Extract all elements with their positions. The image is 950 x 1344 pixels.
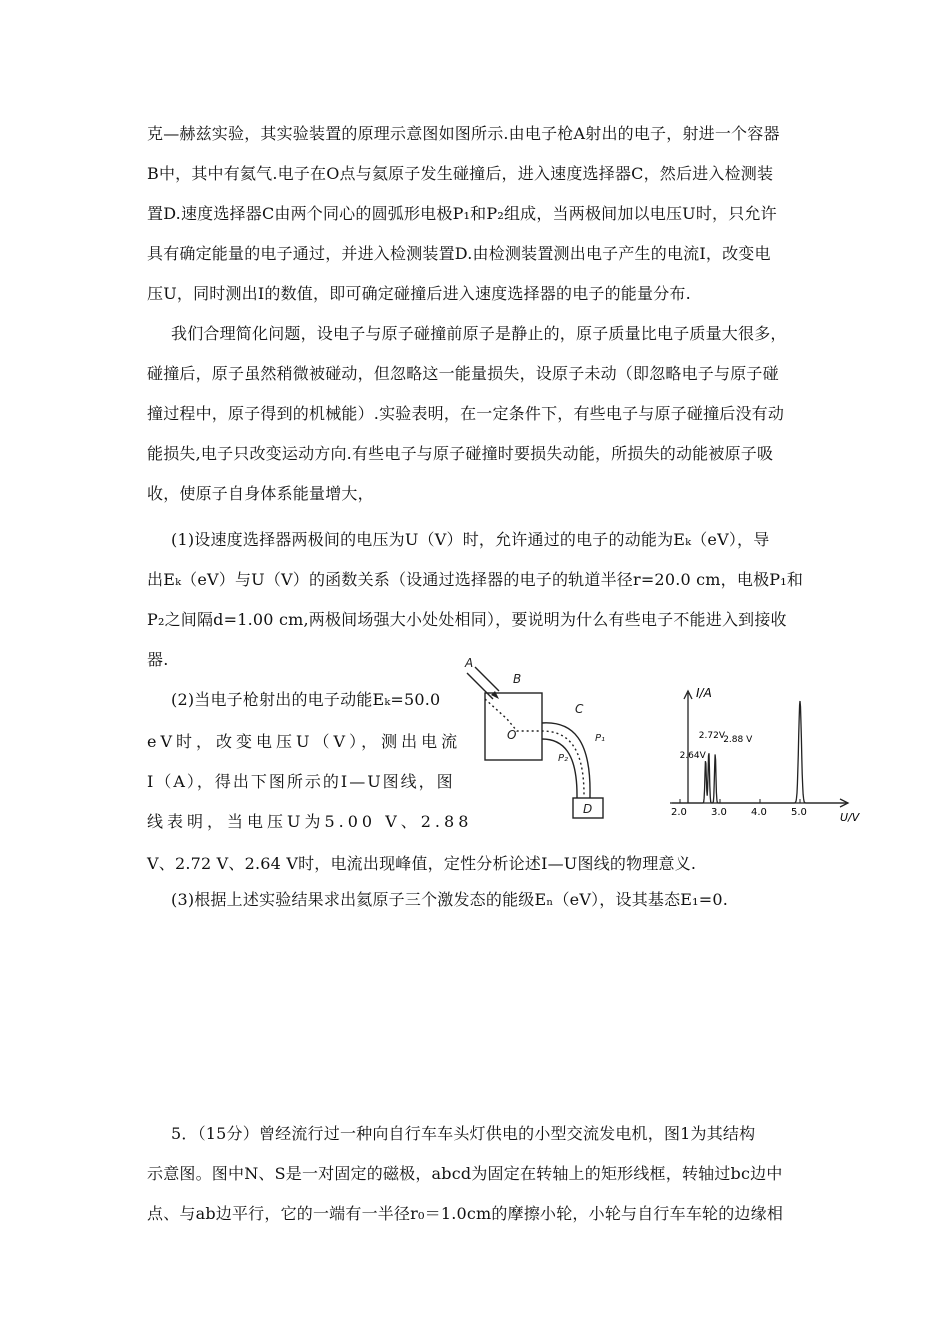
electron-path — [485, 699, 584, 795]
iu-chart — [660, 683, 865, 823]
p1-line-2: B中，其中有氦气.电子在O点与氦原子发生碰撞后，进入速度选择器C，然后进入检测装 — [147, 164, 774, 183]
electron-gun-line-2 — [475, 667, 499, 691]
p1-line-5: 压U，同时测出I的数值，即可确定碰撞后进入速度选择器的电子的能量分布. — [147, 284, 691, 303]
electron-gun-line-1 — [467, 673, 493, 699]
label-p1: P₁ — [595, 733, 606, 744]
label-p2: P₂ — [558, 753, 569, 764]
peak-label: 2.72V — [698, 731, 726, 741]
label-o: O — [507, 728, 517, 742]
x-tick-label: 5.0 — [791, 807, 807, 818]
x-axis-label: U/V — [840, 811, 860, 823]
q1-line-4: 器. — [147, 650, 169, 669]
apparatus-diagram — [455, 655, 640, 850]
p2-line-1: 我们合理简化问题，设电子与原子碰撞前原子是静止的，原子质量比电子质量大很多， — [171, 324, 787, 343]
x-tick-label: 4.0 — [751, 807, 767, 818]
container-b — [485, 693, 542, 760]
p1-line-3: 置D.速度选择器C由两个同心的圆弧形电极P₁和P₂组成，当两极间加以电压U时，只允许 — [147, 204, 777, 223]
y-axis-label: I/A — [696, 686, 712, 700]
q2-line-3: I（A），得出下图所示的I—U图线，图 — [147, 772, 455, 791]
q1-line-1: (1)设速度选择器两极间的电压为U（V）时，允许通过的电子的动能为Eₖ（eV），导 — [171, 530, 770, 549]
q1-line-3: P₂之间隔d=1.00 cm,两极间场强大小处处相同），要说明为什么有些电子不能进入到接收 — [147, 610, 787, 629]
q1-line-2: 出Eₖ（eV）与U（V）的函数关系（设通过选择器的电子的轨道半径r=20.0 cm，电极P₁和 — [147, 570, 804, 589]
label-c: C — [575, 702, 584, 716]
p1-line-1: 克—赫兹实验，其实验装置的原理示意图如图所示.由电子枪A射出的电子，射进一个容器 — [147, 124, 780, 143]
p2-line-3: 撞过程中，原子得到的机械能）.实验表明，在一定条件下，有些电子与原子碰撞后没有动 — [147, 404, 785, 423]
x-tick-label: 3.0 — [711, 807, 727, 818]
q5-line-2: 示意图。图中N、S是一对固定的磁极，abcd为固定在转轴上的矩形线框，转轴过bc边中 — [147, 1164, 783, 1183]
p2-line-2: 碰撞后，原子虽然稍微被碰动，但忽略这一能量损失，设原子未动（即忽略电子与原子碰 — [147, 364, 779, 383]
q2-line-2: eV时，改变电压U（V），测出电流 — [147, 732, 462, 751]
label-d: D — [583, 802, 593, 816]
q5-line-1: 5．（15分）曾经流行过一种向自行车车头灯供电的小型交流发电机，图1为其结构 — [171, 1124, 756, 1143]
label-a: A — [465, 656, 474, 670]
p2-line-4: 能损失,电子只改变运动方向.有些电子与原子碰撞时要损失动能，所损失的动能被原子吸 — [147, 444, 774, 463]
peak-label: 2.88 V — [723, 735, 753, 746]
label-b: B — [513, 672, 522, 686]
q2-line-4: 线表明，当电压U为5.00 V、2.88 — [147, 812, 473, 831]
q2-line-1: (2)当电子枪射出的电子动能Eₖ=50.0 — [171, 690, 441, 709]
peak-label: 2.64V — [679, 751, 706, 762]
p1-line-4: 具有确定能量的电子通过，并进入检测装置D.由检测装置测出电子产生的电流I，改变电 — [147, 244, 771, 263]
x-tick-label: 2.0 — [671, 807, 687, 818]
q2-line-5: V、2.72 V、2.64 V时，电流出现峰值，定性分析论述I—U图线的物理意义. — [147, 854, 697, 873]
electrode-p2 — [542, 739, 577, 795]
p2-line-5: 收，使原子自身体系能量增大， — [147, 484, 374, 503]
q3-text: (3)根据上述实验结果求出氦原子三个激发态的能级Eₙ（eV），设其基态E₁=0. — [171, 890, 729, 909]
q5-line-3: 点、与ab边平行，它的一端有一半径r₀＝1.0cm的摩擦小轮，小轮与自行车车轮的边缘相 — [147, 1204, 784, 1223]
